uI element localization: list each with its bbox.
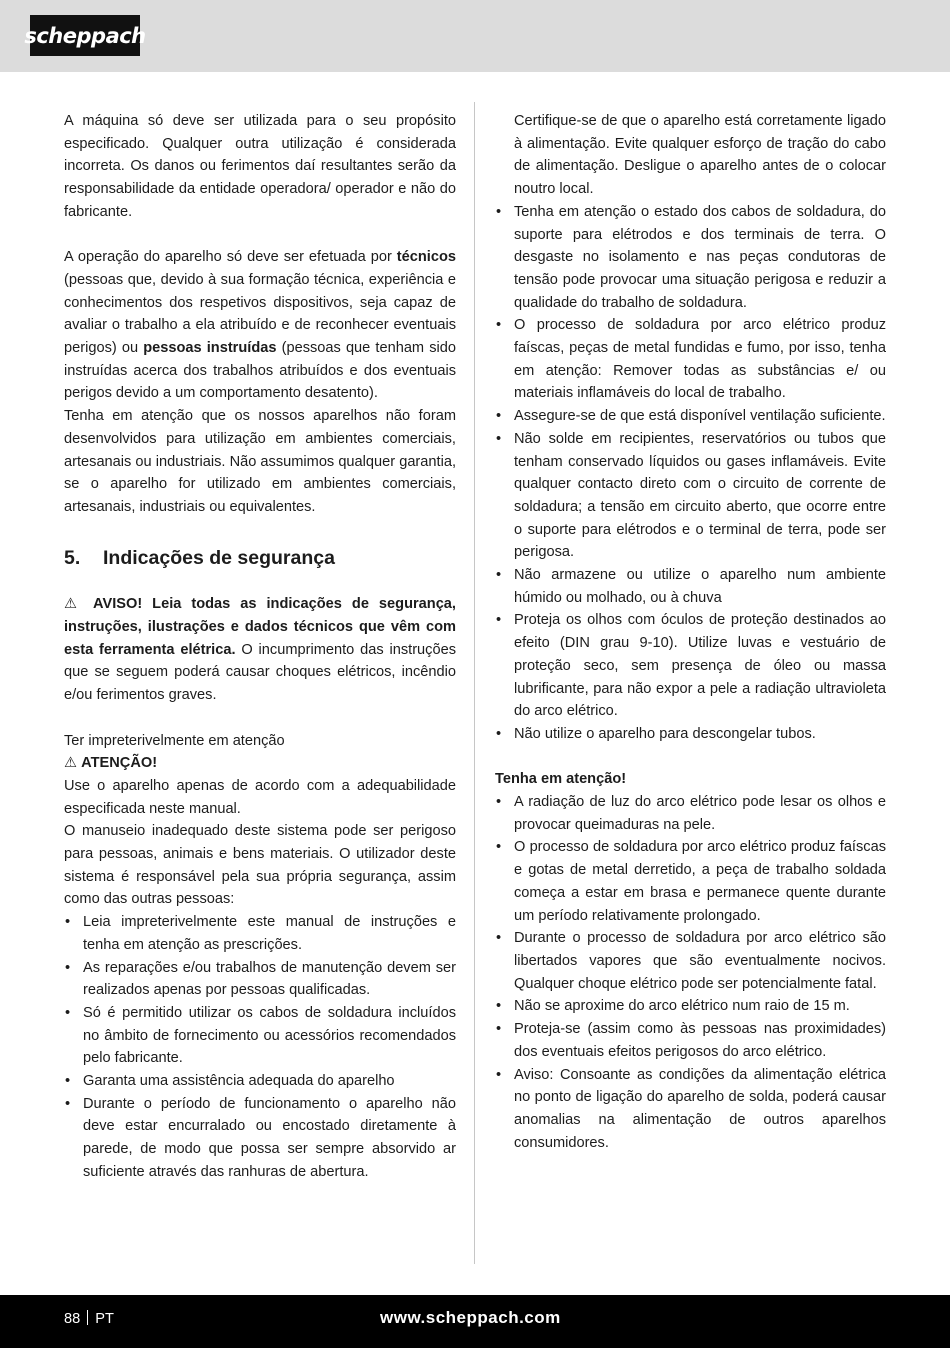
left-column xyxy=(64,110,456,1184)
section-heading xyxy=(64,545,456,571)
attention-label: ⚠ ATENÇÃO! xyxy=(64,755,158,772)
warning-triangle-icon: ⚠ xyxy=(64,596,84,613)
section-number: 5. xyxy=(64,546,81,569)
list-item: • O processo de soldadura por arco elétrico produz faíscas e gotas de metal derretido, a peça de trabalho soldada começa a estar em brasa e permanece quente durante um período relativamente prolongado. xyxy=(495,836,886,927)
column-divider xyxy=(474,102,475,1264)
list-item: • Durante o período de funcionamento o aparelho não deve estar encurralado ou encostado diretamente à parede, de modo que possa ser sempre absorvido ar suficiente através das ranhuras de abertura. xyxy=(64,1093,456,1184)
scheppach-logo: scheppach xyxy=(30,15,140,56)
page-indicator xyxy=(64,1310,114,1327)
term-technicians: técnicos xyxy=(396,249,456,266)
attention-heading: Tenha em atenção! xyxy=(495,771,627,788)
safety-list-right-1 xyxy=(495,110,886,746)
attention-intro: Ter impreterivelmente em atenção xyxy=(64,732,285,749)
section-title: Indicações de segurança xyxy=(103,546,335,569)
intended-adequacy-paragraph: Use o aparelho apenas de acordo com a adequabilidade especificada neste manual. xyxy=(64,777,456,817)
list-item: • Só é permitido utilizar os cabos de soldadura incluídos no âmbito de fornecimento ou acessórios recomendados pelo fabricante. xyxy=(64,1002,456,1070)
list-item: • Não solde em recipientes, reservatórios ou tubos que tenham conservado líquidos ou gases inflamáveis. Evite qualquer contacto direto com o circuito de corrente de soldadura; a tensão em circuito aberto, que ocorre entre o suporte para elétrodos e o terminal de terra, pode ser perigosa. xyxy=(495,428,886,564)
right-column xyxy=(495,110,886,1154)
list-item: • Garanta uma assistência adequada do aparelho xyxy=(64,1070,456,1093)
page-number: 88 xyxy=(64,1311,81,1327)
list-item: • Proteja-se (assim como às pessoas nas proximidades) dos eventuais efeitos perigosos do arco elétrico. xyxy=(495,1018,886,1063)
safety-list-left xyxy=(64,911,456,1183)
term-instructed-persons: pessoas instruídas xyxy=(143,340,277,357)
list-item: • Não armazene ou utilize o aparelho num ambiente húmido ou molhado, ou à chuva xyxy=(495,564,886,609)
commercial-use-paragraph: Tenha em atenção que os nossos aparelhos não foram desenvolvidos para utilização em ambientes comerciais, artesanais ou industriais. Não assumimos qualquer garantia, se o aparelho for utilizado em ambientes comerciais, artesanais, industriais ou equivalentes. xyxy=(64,408,456,515)
list-item: • O processo de soldadura por arco elétrico produz faíscas, peças de metal fundidas e fumo, por isso, tenha em atenção: Remover todas as substâncias e/ ou materiais inflamáveis do local de trabalho. xyxy=(495,314,886,405)
list-item: • Não utilize o aparelho para descongelar tubos. xyxy=(495,723,886,746)
intended-use-paragraph: A máquina só deve ser utilizada para o seu propósito especificado. Qualquer outra utilização é considerada incorreta. Os danos ou ferimentos daí resultantes serão da responsabilidade da entidade operadora/ operador e não do fabricante. xyxy=(64,113,456,220)
page-footer xyxy=(0,1295,950,1348)
list-item: • A radiação de luz do arco elétrico pode lesar os olhos e provocar queimaduras na pele. xyxy=(495,791,886,836)
handling-paragraph: O manuseio inadequado deste sistema pode ser perigoso para pessoas, animais e bens materiais. O utilizador deste sistema é responsável pela sua própria segurança, assim como das outras pessoas: xyxy=(64,823,456,908)
safety-list-right-2 xyxy=(495,791,886,1154)
warning-triangle-icon: ⚠ xyxy=(64,755,78,772)
list-item: • Tenha em atenção o estado dos cabos de soldadura, do suporte para elétrodos e dos terminais de terra. O desgaste no isolamento e nas peças condutoras de tensão pode provocar uma situação perigosa e reduzir a qualidade do trabalho de soldadura. xyxy=(495,201,886,315)
warning-paragraph: ⚠ AVISO! Leia todas as indicações de segurança, instruções, ilustrações e dados técnicos que vêm com esta ferramenta elétrica. O incumprimento das instruções que se seguem poderá causar choques elétricos, incêndio e/ou ferimentos graves. xyxy=(64,596,457,704)
page-header xyxy=(0,0,950,72)
website-link[interactable]: www.scheppach.com xyxy=(380,1308,561,1327)
list-item: • Assegure-se de que está disponível ventilação suficiente. xyxy=(495,405,886,428)
list-item-continued: Certifique-se de que o aparelho está corretamente ligado à alimentação. Evite qualquer esforço de tração do cabo de alimentação. Desligue o aparelho antes de o colocar noutro local. xyxy=(514,113,886,198)
operator-paragraph: A operação do aparelho só deve ser efetuada por técnicos (pessoas que, devido à sua formação técnica, experiência e conhecimentos dos respetivos dispositivos, seja capaz de avaliar o trabalho a ela atribuído e de reconhecer eventuais perigos) ou pessoas instruídas (pessoas que tenham sido instruídas acerca dos trabalhos atribuídos e dos eventuais perigos devido a um comportamento desatento). xyxy=(64,249,456,402)
list-item: • Leia impreterivelmente este manual de instruções e tenha em atenção as prescrições. xyxy=(64,911,456,956)
language-code: PT xyxy=(95,1311,114,1327)
list-item: • As reparações e/ou trabalhos de manutenção devem ser realizados apenas por pessoas qualificadas. xyxy=(64,957,456,1002)
list-item: • Proteja os olhos com óculos de proteção destinados ao efeito (DIN grau 9-10). Utilize luvas e vestuário de proteção seco, sem presença de óleo ou massa lubrificante, para não expor a pele a radiação ultravioleta do arco elétrico. xyxy=(495,609,886,723)
list-item: • Durante o processo de soldadura por arco elétrico são libertados vapores que são eventualmente nocivos. Qualquer choque elétrico pode ser potencialmente fatal. xyxy=(495,927,886,995)
list-item: • Não se aproxime do arco elétrico num raio de 15 m. xyxy=(495,995,886,1018)
list-item: • Aviso: Consoante as condições da alimentação elétrica no ponto de ligação do aparelho de solda, poderá causar anomalias na alimentação de outros aparelhos consumidores. xyxy=(495,1064,886,1155)
